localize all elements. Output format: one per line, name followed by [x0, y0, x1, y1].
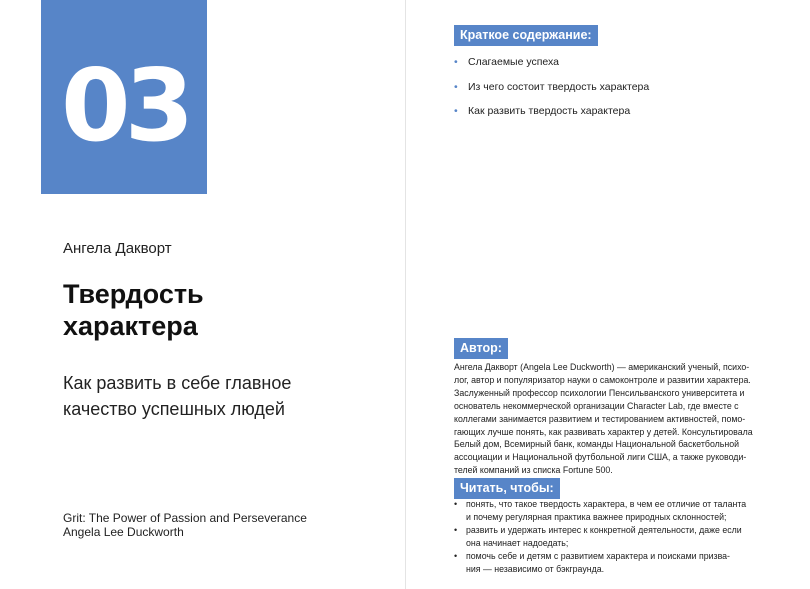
summary-item-text: Слагаемые успеха	[468, 56, 559, 68]
original-edition	[63, 511, 307, 539]
read-to-line: помочь себе и детям с развитием характера и поисками призва-	[466, 550, 730, 561]
bullet-icon: •	[454, 524, 458, 535]
chapter-number: 03	[61, 47, 189, 164]
summary-list	[454, 55, 649, 129]
book-title-line: Твердость	[63, 279, 204, 309]
summary-item-text: Как развить твердость характера	[468, 105, 631, 117]
read-to-heading: Читать, чтобы:	[454, 478, 560, 499]
right-page	[406, 0, 810, 589]
bio-line: Заслуженный профессор психологии Пенсильванского университета и	[454, 387, 745, 398]
bio-line: телей компаний из списка Fortune 500.	[454, 465, 613, 476]
book-subtitle-line: Как развить в себе главное	[63, 373, 292, 393]
summary-item	[454, 104, 649, 129]
bullet-icon: •	[454, 56, 458, 68]
read-to-line: понять, что такое твердость характера, в чем ее отличие от таланта	[466, 499, 747, 509]
bio-line: основатель некоммерческой организации Character Lab, где вместе с	[454, 400, 739, 411]
read-to-item	[454, 550, 746, 576]
bullet-icon: •	[454, 105, 458, 117]
author-bio	[454, 361, 799, 477]
book-subtitle	[63, 370, 383, 422]
chapter-number-box	[41, 0, 207, 194]
book-author: Ангела Дакворт	[63, 240, 172, 257]
bio-line: гающих лучше понять, как развивать характер у детей. Консультировала	[454, 426, 753, 437]
bio-line: лог, автор и популяризатор науки о самоконтроле и развитии характера.	[454, 374, 751, 385]
bullet-icon: •	[454, 80, 458, 93]
author-heading: Автор:	[454, 338, 508, 359]
book-title-line: характера	[63, 311, 198, 341]
read-to-item	[454, 498, 746, 524]
read-to-line: ния — независимо от бэкграунда.	[466, 563, 605, 574]
summary-item	[454, 55, 649, 80]
read-to-item	[454, 524, 746, 550]
read-to-line: развить и удержать интерес к конкретной деятельности, даже если	[466, 524, 742, 535]
book-subtitle-line: качество успешных людей	[63, 399, 285, 419]
read-to-line: она начинает надоедать;	[466, 537, 569, 548]
original-author: Angela Lee Duckworth	[63, 525, 184, 539]
book-title	[63, 278, 363, 342]
bio-line: Ангела Дакворт (Angela Lee Duckworth) — американский ученый, психо-	[454, 362, 750, 372]
bio-line: коллегами занимается развитием и тестированием активностей, помо-	[454, 413, 746, 424]
original-title: Grit: The Power of Passion and Perseverance	[63, 511, 307, 525]
bio-line: ассоциации и Национальной футбольной лиги США, а также руководи-	[454, 452, 747, 463]
bullet-icon: •	[454, 550, 458, 561]
summary-item-text: Из чего состоит твердость характера	[468, 80, 650, 93]
bio-line: Белый дом, Всемирный банк, команды Национальной баскетбольной	[454, 439, 740, 450]
summary-item	[454, 80, 649, 105]
summary-heading: Краткое содержание:	[454, 25, 598, 46]
read-to-line: и почему регулярная практика важнее природных склонностей;	[466, 511, 727, 522]
bullet-icon: •	[454, 499, 458, 509]
read-to-list	[454, 498, 746, 575]
